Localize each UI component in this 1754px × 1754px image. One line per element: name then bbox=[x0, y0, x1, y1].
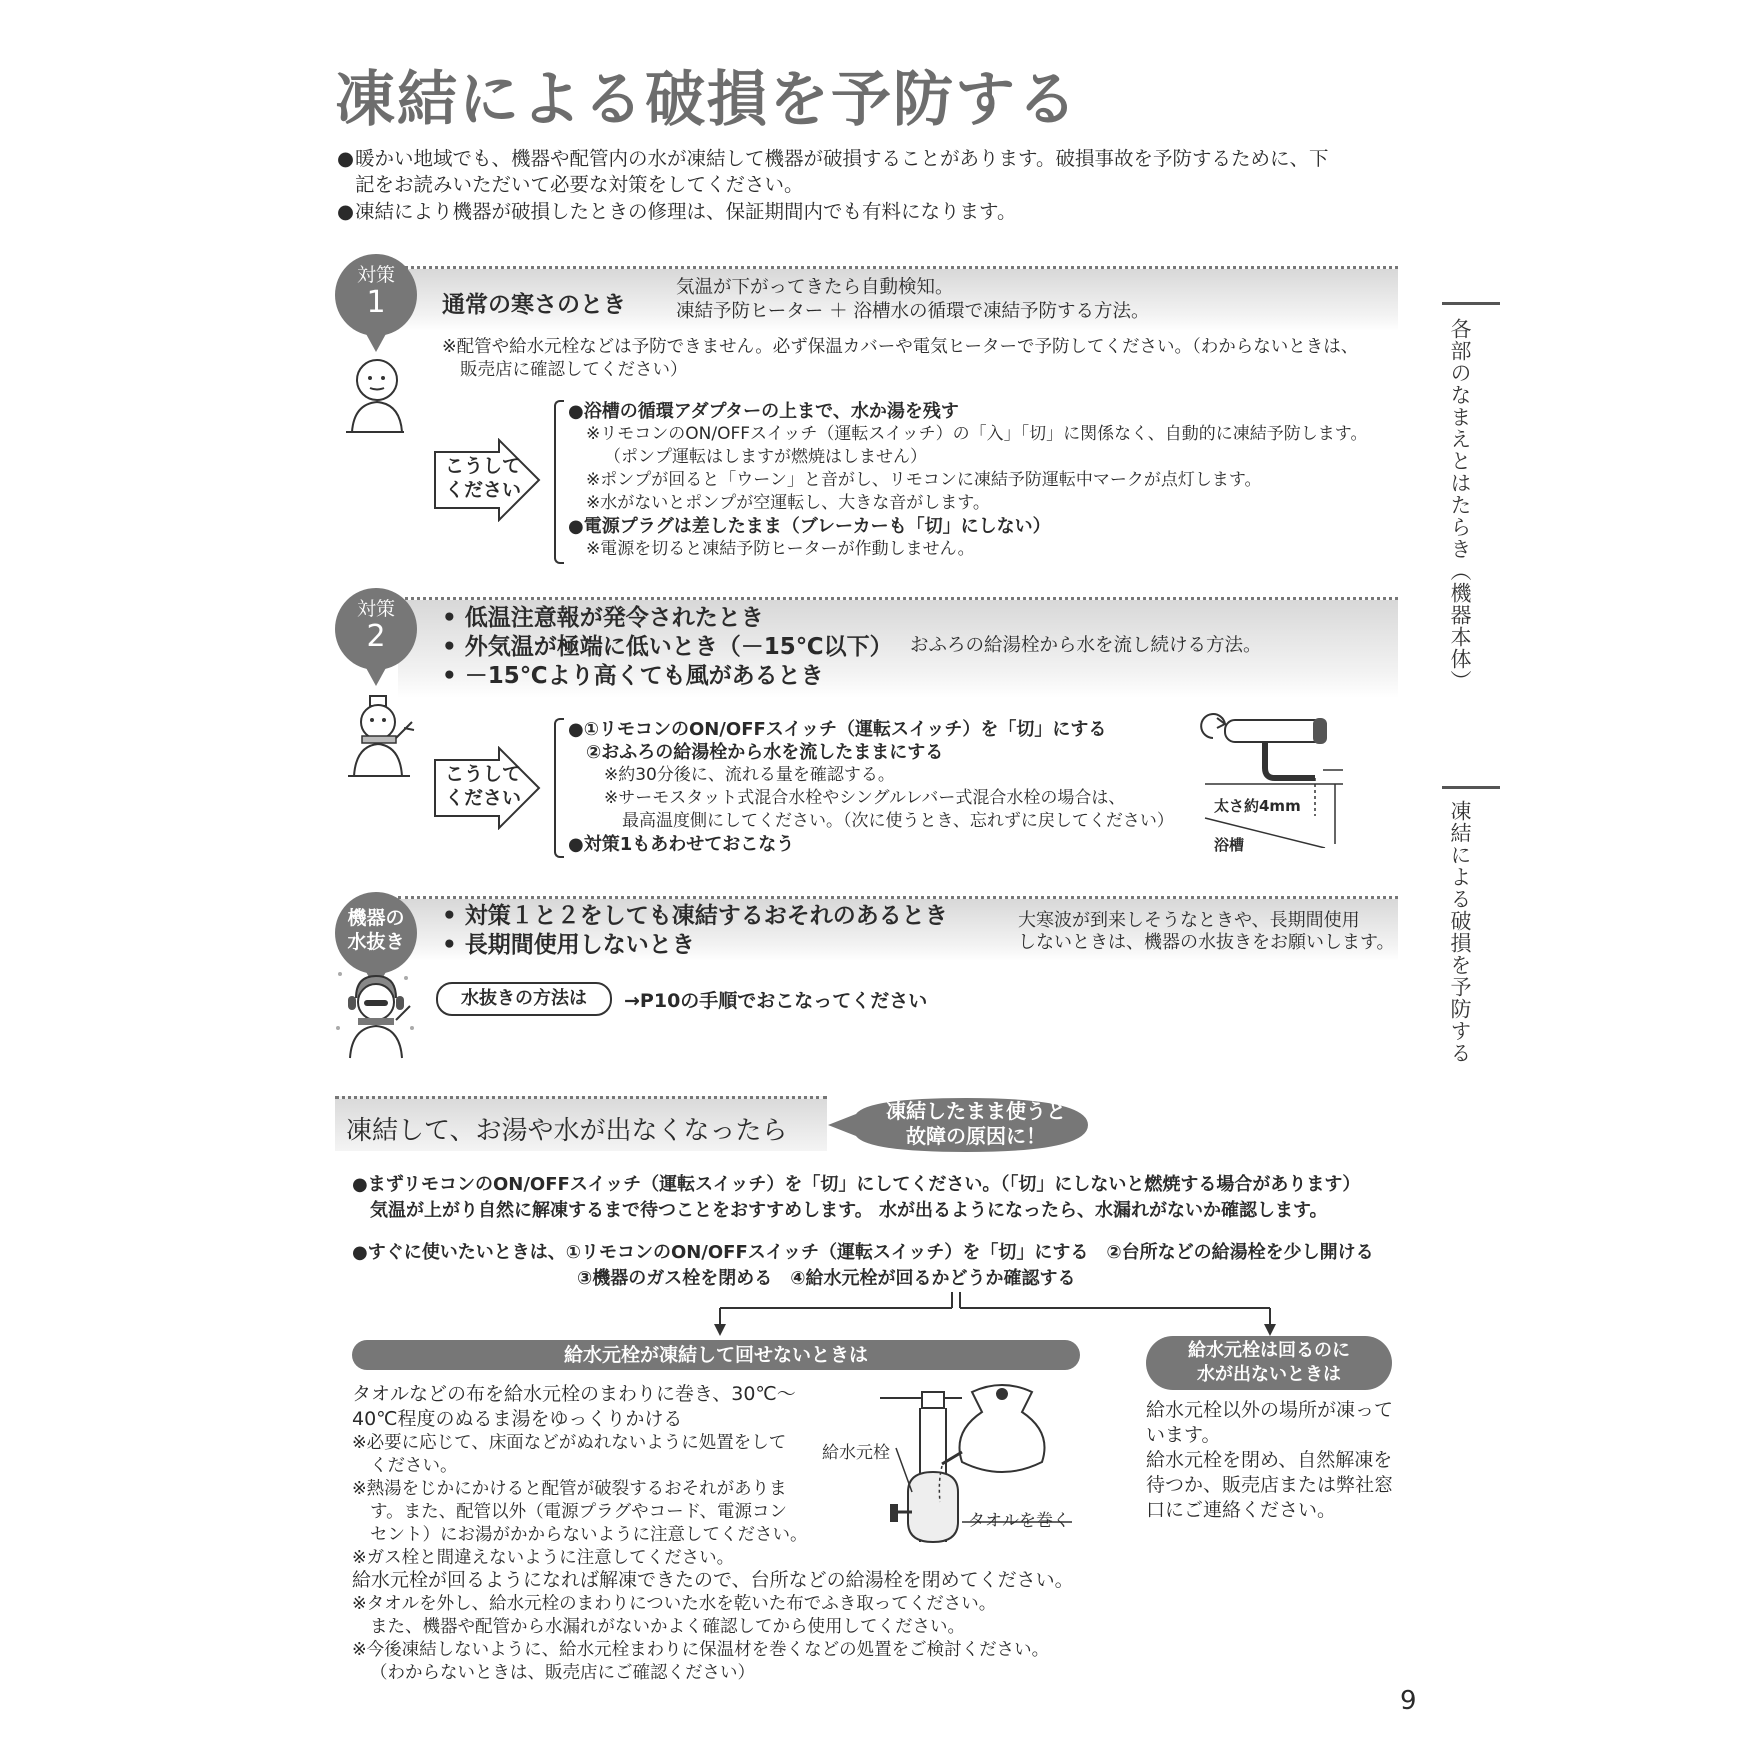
snowman-icon bbox=[344, 358, 406, 434]
frozen-p2: ●すぐに使いたいときは、①リモコンのON/OFFスイッチ（運転スイッチ）を「切」にする ②台所などの給湯栓を少し開ける ③機器のガス栓を閉める ④給水元栓が回るかどうか確認する bbox=[352, 1242, 1374, 1289]
measure1-badge: 対策 1 bbox=[335, 254, 417, 336]
intro-line-1: ●暖かい地域でも、機器や配管内の水が凍結して機器が破損することがあります。破損事故を予防するために、下 bbox=[337, 147, 1329, 170]
measure2-badge: 対策 2 bbox=[335, 588, 417, 670]
measure1-note: ※配管や給水元栓などは予防できません。必ず保温カバーや電気ヒーターで予防してください。（わからないときは、 販売店に確認してください） bbox=[442, 337, 1359, 380]
thickness-label: 太さ約4mm bbox=[1214, 797, 1301, 815]
page-title: 凍結による破損を予防する bbox=[335, 65, 1079, 135]
frozen-p1: ●まずリモコンのON/OFFスイッチ（運転スイッチ）を「切」にしてください。（「切」にしないと燃焼する場合があります） 気温が上がり自然に解凍するまで待つことをおすすめします。 水が出るようになったら、水漏れがないか確認します。 bbox=[352, 1174, 1361, 1221]
measure1-desc: 気温が下がってきたら自動検知。 凍結予防ヒーター ＋ 浴槽水の循環で凍結予防する方法。 bbox=[676, 277, 1150, 322]
bathtub-label: 浴槽 bbox=[1214, 836, 1245, 854]
measure1-bracket bbox=[554, 400, 564, 564]
measure2-conditions: • 低温注意報が発令されたとき • 外気温が極端に低いとき（－15℃以下） • －15℃より高くても風があるとき bbox=[442, 605, 893, 689]
right-case-text: 給水元栓以外の場所が凍って います。 給水元栓を閉め、自然解凍を 待つか、販売店または弊社窓 口にご連絡ください。 bbox=[1146, 1399, 1394, 1521]
measure1-heading: 通常の寒さのとき bbox=[442, 292, 626, 318]
drain-method-link[interactable]: →P10の手順でおこなってください bbox=[624, 990, 928, 1012]
action-label-2: こうして ください bbox=[445, 763, 522, 809]
branch-arrows bbox=[710, 1290, 1280, 1338]
intro-line-2: 記をお読みいただいて必要な対策をしてください。 bbox=[355, 173, 804, 196]
bottom-notes: 給水元栓が回るようになれば解凍できたので、台所などの給湯栓を閉めてください。 ※タオルを外し、給水元栓のまわりについた水を乾いた布でふき取ってください。 また、機器や配管から水漏れがないかよく確認してから使用してください。 ※今後凍結しないように、給水元栓まわりに保温材を巻くなどの処置をご検討ください。 （わからないときは、販売店にご確認ください） bbox=[352, 1569, 1074, 1683]
valve-kettle-illustration bbox=[812, 1372, 1082, 1562]
snowman-earmuff-icon bbox=[334, 968, 416, 1060]
towel-label: タオルを巻く bbox=[968, 1511, 1070, 1531]
measure2-items: ●①リモコンのON/OFFスイッチ（運転スイッチ）を「切」にする ②おふろの給湯栓から水を流したままにする ※約30分後に、流れる量を確認する。 ※サーモスタット式混合水栓やシングルレバー式混合水栓の場合は、 最高温度側にしてください。（次に使うとき、忘れずに戻してください） ●対策1もあわせておこなう bbox=[568, 719, 1174, 855]
drain-method-tag: 水抜きの方法は bbox=[436, 982, 612, 1016]
left-case-text: タオルなどの布を給水元栓のまわりに巻き、30℃～ 40℃程度のぬるま湯をゆっくりかける ※必要に応じて、床面などがぬれないように処置をして ください。 ※熱湯をじかにかけると配管が破裂するおそれがありま す。また、配管以外（電源プラグやコード、電源コン セント）にお湯がかからないように注意してください。 ※ガス栓と間違えないように注意してください。 bbox=[352, 1383, 808, 1568]
drain-badge: 機器の 水抜き bbox=[335, 892, 417, 974]
intro-line-3: ●凍結により機器が破損したときの修理は、保証期間内でも有料になります。 bbox=[337, 200, 1017, 223]
frozen-heading: 凍結して、お湯や水が出なくなったら bbox=[346, 1116, 788, 1146]
measure1-items: ●浴槽の循環アダプターの上まで、水か湯を残す ※リモコンのON/OFFスイッチ（運転スイッチ）の「入」「切」に関係なく、自動的に凍結予防します。 （ポンプ運転はしますが燃焼はしません） ※ポンプが回ると「ウーン」と音がし、リモコンに凍結予防運転中マークが点灯します。 ※水がないとポンプが空運転し、大きな音がします。 ●電源プラグは差したまま（ブレーカーも「切」にしない） ※電源を切ると凍結予防ヒーターが作動しません。 bbox=[568, 401, 1368, 559]
page-number: 9 bbox=[1400, 1686, 1417, 1716]
side-tab-divider-1 bbox=[1442, 302, 1500, 305]
right-case-pill: 給水元栓は回るのに 水が出ないときは bbox=[1146, 1336, 1392, 1390]
faucet-illustration bbox=[1195, 708, 1345, 848]
warning-text: 凍結したまま使うと 故障の原因に！ bbox=[886, 1099, 1066, 1148]
drain-conditions: • 対策１と２をしても凍結するおそれのあるとき • 長期間使用しないとき bbox=[442, 903, 948, 958]
left-case-pill: 給水元栓が凍結して回せないときは bbox=[352, 1340, 1080, 1370]
side-tab-divider-2 bbox=[1442, 786, 1500, 789]
measure2-bracket bbox=[554, 718, 564, 858]
snowman-scarf-icon bbox=[344, 694, 416, 778]
valve-label: 給水元栓 bbox=[822, 1443, 890, 1463]
side-tab-parts[interactable]: 各部のなまえとはたらき（機器本体） bbox=[1448, 318, 1472, 692]
action-label-1: こうして ください bbox=[445, 455, 522, 501]
measure2-desc: おふろの給湯栓から水を流し続ける方法。 bbox=[910, 635, 1262, 656]
side-tab-freeze[interactable]: 凍結による破損を予防する bbox=[1448, 800, 1472, 1064]
drain-desc: 大寒波が到来しそうなときや、長期間使用 しないときは、機器の水抜きをお願いします。 bbox=[1018, 910, 1395, 953]
